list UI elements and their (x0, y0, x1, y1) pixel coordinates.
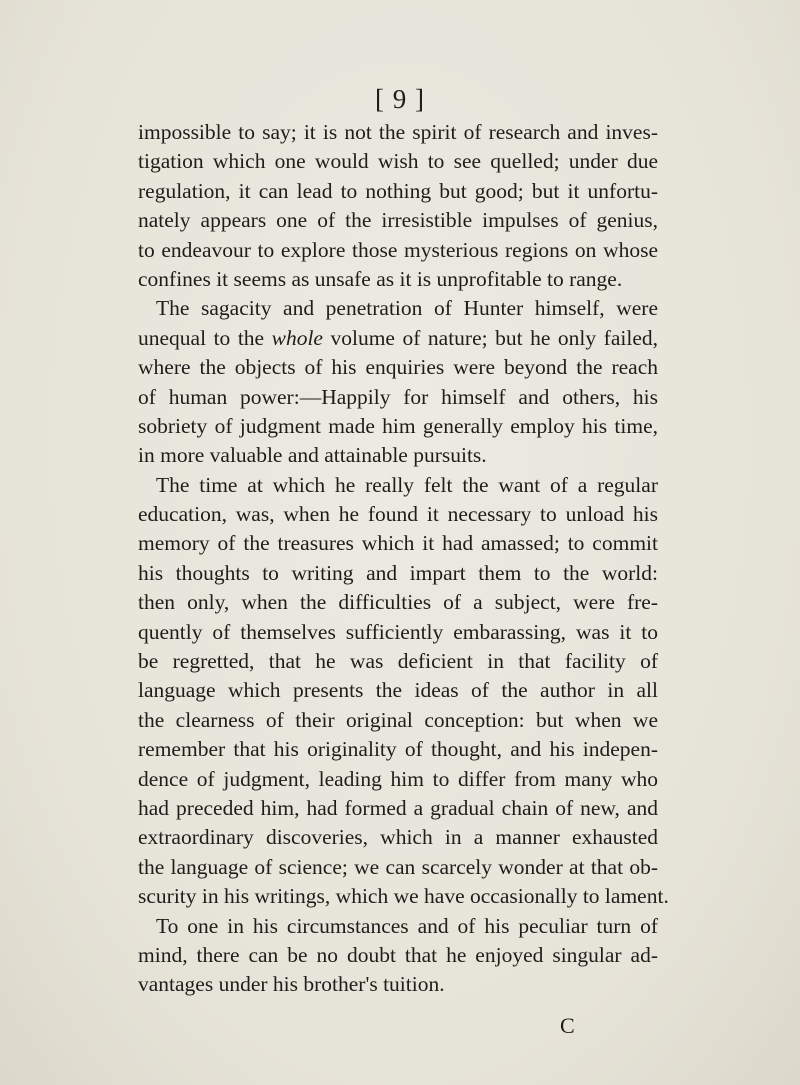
italic-emphasis: whole (271, 325, 323, 350)
text-line: his thoughts to writing and impart them to the world: (138, 560, 658, 585)
text-line: in more valuable and attainable pursuits. (138, 443, 487, 468)
text-line: had preceded him, had formed a gradual chain of new, and (138, 795, 658, 820)
text-line: language which presents the ideas of the author in all (138, 678, 658, 703)
text-line: tigation which one would wish to see quelled; under due (138, 149, 658, 174)
text-line: nately appears one of the irresistible impulses of genius, (138, 208, 658, 233)
text-line: then only, when the difficulties of a subject, were fre- (138, 590, 658, 615)
text-line: the language of science; we can scarcely wonder at that ob- (138, 854, 658, 879)
text-line: mind, there can be no doubt that he enjoyed singular ad- (138, 942, 658, 967)
text-line: where the objects of his enquiries were beyond the reach (138, 355, 658, 380)
page-header: [ 9 ] (375, 84, 425, 114)
text-line: quently of themselves sufficiently embarassing, was it to (138, 619, 658, 644)
text-line: regulation, it can lead to nothing but good; but it unfortu- (138, 178, 658, 203)
text-line: remember that his originality of thought, and his indepen- (138, 737, 658, 762)
text-line: unequal to the whole volume of nature; but he only failed, (138, 325, 658, 350)
text-line: memory of the treasures which it had amassed; to commit (138, 531, 658, 556)
text-line: extraordinary discoveries, which in a manner exhausted (138, 825, 658, 850)
text-line: education, was, when he found it necessary to unload his (138, 502, 658, 527)
paragraph-start: The sagacity and penetration of Hunter himself, were (156, 296, 658, 321)
text-line: confines it seems as unsafe as it is unprofitable to range. (138, 266, 623, 291)
text-line: be regretted, that he was deficient in that facility of (138, 649, 658, 674)
text-line: dence of judgment, leading him to differ from many who (138, 766, 658, 791)
text-line: scurity in his writings, which we have occasionally to lament. (138, 884, 669, 909)
text-line: impossible to say; it is not the spirit of research and inves- (138, 120, 658, 144)
text-line: of human power:—Happily for himself and others, his (138, 384, 658, 409)
paragraph-start: The time at which he really felt the want of a regular (156, 472, 658, 497)
paragraph-start: To one in his circumstances and of his peculiar turn of (156, 913, 658, 938)
catchword: C (560, 1013, 575, 1038)
page-body (138, 118, 669, 1000)
text-line: to endeavour to explore those mysterious regions on whose (138, 237, 658, 262)
text-line: sobriety of judgment made him generally employ his time, (138, 413, 658, 438)
text-line: the clearness of their original conception: but when we (138, 707, 658, 732)
text-line: vantages under his brother's tuition. (138, 972, 445, 997)
